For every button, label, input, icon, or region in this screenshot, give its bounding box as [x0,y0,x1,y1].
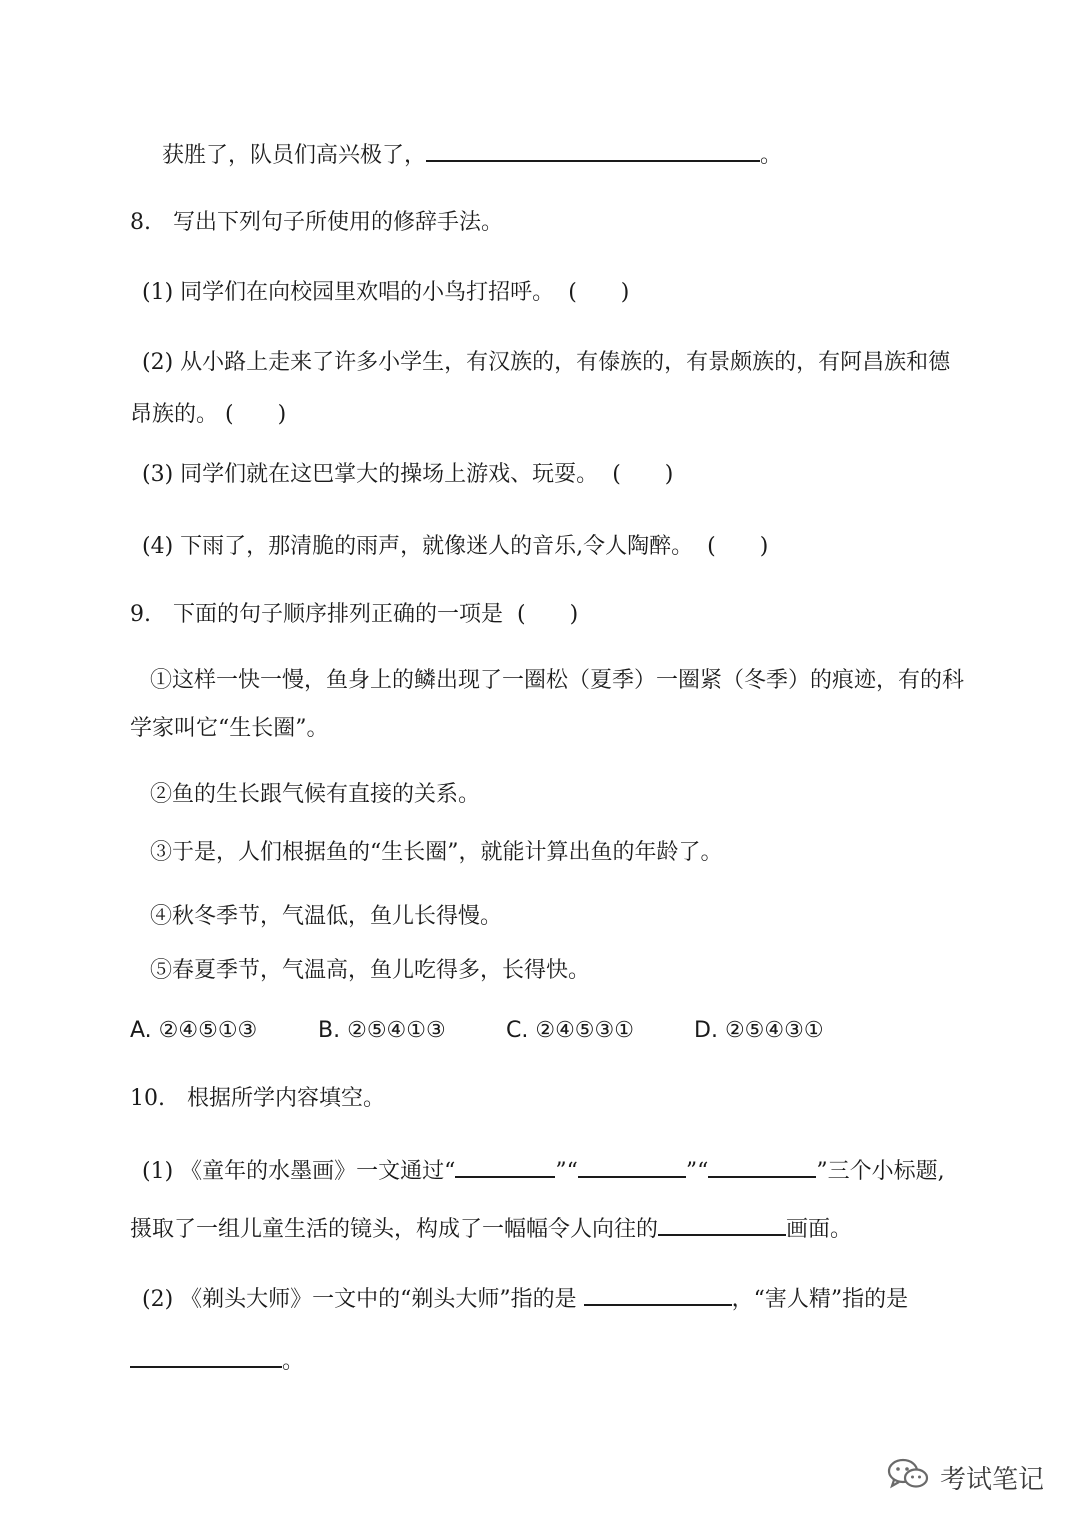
q9-sentence-1: ①这样一快一慢，鱼身上的鳞出现了一圈松（夏季）一圈紧（冬季）的痕迹，有的科 [150,668,965,693]
answer-blank[interactable] [658,1214,786,1236]
wechat-icon [886,1456,930,1499]
q9-sentence-5: ⑤春夏季节，气温高，鱼儿吃得多，长得快。 [150,958,591,983]
option-c[interactable]: C. ②④⑤③① [506,1018,634,1043]
q10-part-2-cont: 。 [130,1346,304,1377]
answer-paren[interactable]: ( ) [707,534,769,559]
option-a[interactable]: A. ②④⑤①③ [130,1018,258,1043]
answer-paren[interactable]: ( ) [612,462,674,487]
answer-blank[interactable] [455,1156,555,1178]
q10-title: 10. 根据所学内容填空。 [130,1086,385,1111]
q9-sentence-1-cont: 学家叫它“生长圈”。 [130,716,329,741]
answer-paren[interactable]: ( ) [225,402,287,427]
answer-blank[interactable] [578,1156,686,1178]
q8-title: 8. 写出下列句子所使用的修辞手法。 [130,210,503,235]
q10-part-1: (1) 《童年的水墨画》一文通过“ ”“ ”“ ”三个小标题, [142,1156,945,1187]
answer-blank[interactable] [584,1284,732,1306]
q9-title: 9. 下面的句子顺序排列正确的一项是 ( ) [130,600,578,630]
answer-blank[interactable] [426,140,760,162]
q10-part-2: (2) 《剃头大师》一文中的“剃头大师”指的是 ，“害人精”指的是 [142,1284,908,1315]
watermark [886,1456,1044,1499]
q8-item-1: (1) 同学们在向校园里欢唱的小鸟打招呼。 ( ) [142,278,629,308]
q8-item-2-cont: 昂族的。 ( ) [130,400,286,430]
q8-item-4: (4) 下雨了，那清脆的雨声，就像迷人的音乐,令人陶醉。 ( ) [142,532,768,562]
q9-sentence-2: ②鱼的生长跟气候有直接的关系。 [150,782,481,807]
answer-blank[interactable] [708,1156,816,1178]
answer-paren[interactable]: ( ) [517,602,579,627]
q9-sentence-4: ④秋冬季节，气温低，鱼儿长得慢。 [150,904,503,929]
q9-sentence-3: ③于是，人们根据鱼的“生长圈”，就能计算出鱼的年龄了。 [150,840,723,865]
answer-paren[interactable]: ( ) [568,280,630,305]
q8-item-3: (3) 同学们就在这巴掌大的操场上游戏、玩耍。 ( ) [142,460,673,490]
q7-tail: 获胜了，队员们高兴极了， 。 [162,140,782,171]
option-b[interactable]: B. ②⑤④①③ [318,1018,446,1043]
option-d[interactable]: D. ②⑤④③① [694,1018,824,1043]
q8-item-2: (2) 从小路上走来了许多小学生，有汉族的，有傣族的，有景颇族的，有阿昌族和德 [142,350,951,375]
q10-part-1-cont: 摄取了一组儿童生活的镜头，构成了一幅幅令人向往的 画面。 [130,1214,852,1245]
watermark-text: 考试笔记 [939,1465,1044,1495]
answer-blank[interactable] [130,1346,282,1368]
